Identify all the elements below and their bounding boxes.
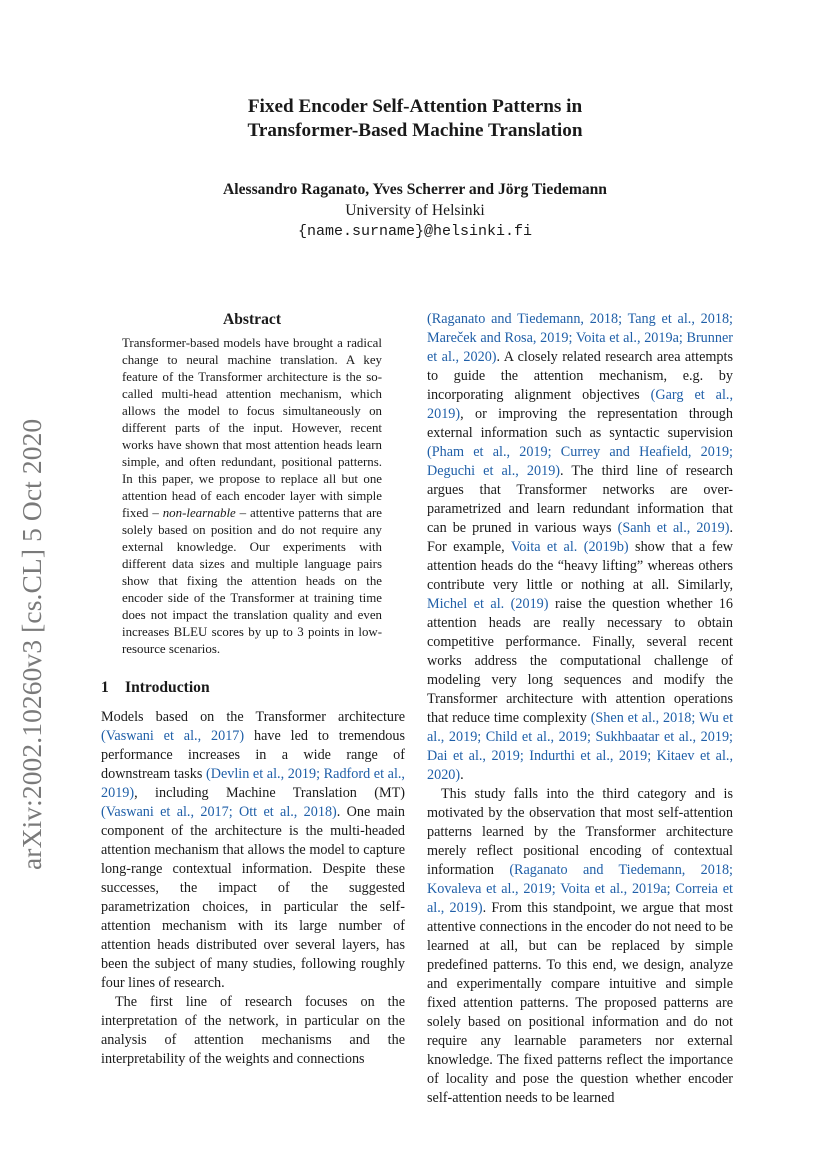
abstract-emphasis: non-learnable xyxy=(162,506,236,520)
author-email: {name.surname}@helsinki.fi xyxy=(297,223,533,240)
citation-link[interactable]: (Garg et al., 2019) xyxy=(427,387,734,422)
paper-title xyxy=(150,95,680,143)
paragraph-text: , including Machine Translation (MT) xyxy=(134,785,405,801)
citation-link[interactable]: (Raganato and Tiedemann, 2018; Kovaleva et al., 2019; Voita et al., 2019a; Correia et al., 2019) xyxy=(427,862,733,916)
paragraph-text: Models based on the Transformer architecture xyxy=(101,709,405,725)
citation-link[interactable]: (Raganato and Tiedemann, 2018; Tang et al., 2018; Mareček and Rosa, 2019; Voita et al., 2019a; Brunner et al., 2020) xyxy=(427,311,733,365)
title-line-1: Fixed Encoder Self-Attention Patterns in xyxy=(247,96,583,117)
paragraph-text: . A closely related research area attempts to guide the attention mechanism, e.g. by incorporating alignment objectives xyxy=(427,349,733,403)
right-column xyxy=(427,310,733,1108)
citation-link[interactable]: (Vaswani et al., 2017) xyxy=(101,728,245,744)
paragraph-text: . One main component of the architecture is the multi-headed attention mechanism that allows the model to capture long-range contextual information. Despite these successes, the impact of the suggested parametrization choices, in particular the self-attention mechanism with its large number of attention heads distributed over several layers, has been the subject of many studies, following roughly four lines of research. xyxy=(101,804,405,991)
paragraph-text: , or improving the representation through external information such as syntactic supervision xyxy=(427,406,733,441)
intro-paragraph-2-continued xyxy=(427,310,733,785)
intro-paragraph-2 xyxy=(101,993,405,1069)
left-column xyxy=(101,708,405,1069)
intro-paragraph-3 xyxy=(427,785,733,1108)
abstract-text-part: Transformer-based models have brought a radical change to neural machine translation. A key feature of the Transformer architecture is the so-called multi-head attention mechanism, which allows the model to focus simultaneously on different parts of the input. However, recent works have shown that most attention heads learn simple, and often redundant, positional patterns. In this paper, we propose to replace all but one attention head of each encoder layer with simple fixed – xyxy=(122,336,382,520)
citation-link[interactable]: (Shen et al., 2018; Wu et al., 2019; Child et al., 2019; Sukhbaatar et al., 2019; Dai et al., 2019; Indurthi et al., 2019; Kitaev et al., 2020) xyxy=(427,710,734,783)
abstract-heading: Abstract xyxy=(222,311,282,328)
citation-link[interactable]: (Vaswani et al., 2017; Ott et al., 2018) xyxy=(101,804,337,820)
section-title: Introduction xyxy=(125,679,210,696)
citation-link[interactable]: Voita et al. (2019b) xyxy=(510,539,629,555)
author-names: Alessandro Raganato, Yves Scherrer and Jörg Tiedemann xyxy=(223,181,607,198)
paragraph-text: have led to tremendous performance increases in a wide range of downstream tasks xyxy=(101,728,406,782)
paragraph-text: The first line of research focuses on the interpretation of the network, in particular on the analysis of attention mechanisms and the interpretability of the weights and connections xyxy=(101,994,405,1067)
citation-link[interactable]: (Pham et al., 2019; Currey and Heafield, 2019; Deguchi et al., 2019) xyxy=(427,444,733,479)
intro-paragraph-1 xyxy=(101,708,405,993)
affiliation: University of Helsinki xyxy=(345,202,485,219)
paragraph-text: . xyxy=(460,767,464,783)
paragraph-text: . For example, xyxy=(427,520,733,555)
abstract-text xyxy=(122,335,382,658)
citation-link[interactable]: Michel et al. (2019) xyxy=(427,596,549,612)
author-block xyxy=(150,179,680,242)
title-line-2: Transformer-Based Machine Translation xyxy=(247,120,583,141)
section-number: 1 xyxy=(101,679,109,696)
paragraph-text: raise the question whether 16 attention heads are really necessary to obtain competitive performance. Finally, several recent works address the computational challenge of modeling very long sequences and modify the Transformer architecture with attention operations that reduce time complexity xyxy=(427,596,733,726)
arxiv-identifier: arXiv:2002.10260v3 [cs.CL] 5 Oct 2020 xyxy=(16,418,47,870)
citation-link[interactable]: (Sanh et al., 2019) xyxy=(617,520,730,536)
paragraph-text: This study falls into the third category and is motivated by the observation that most self-attention patterns learned by the Transformer architecture merely reflect positional encoding of contextual information xyxy=(427,786,733,878)
paragraph-text: show that a few attention heads do the “heavy lifting” whereas others contribute very little or nothing at all. Similarly, xyxy=(427,539,734,593)
section-heading-introduction xyxy=(101,678,405,698)
paragraph-text: . The third line of research argues that Transformer networks are over-parametrized and learn redundant information that can be pruned in various ways xyxy=(427,463,733,536)
abstract-text-part: – attentive patterns that are solely based on position and do not require any external knowledge. Our experiments with different data sizes and multiple language pairs show that fixing the attention heads on the encoder side of the Transformer at training time does not impact the translation quality and even increases BLEU scores by up to 3 points in low-resource scenarios. xyxy=(122,506,382,656)
citation-link[interactable]: (Devlin et al., 2019; Radford et al., 2019) xyxy=(101,766,405,801)
paragraph-text: . From this standpoint, we argue that most attentive connections in the encoder do not need to be learned at all, but can be replaced by simple predefined patterns. To this end, we design, analyze and experimentally compare intuitive and simple fixed attention patterns. The proposed patterns are solely based on positional information and do not require any learnable parameters nor external knowledge. The fixed patterns reflect the importance of locality and pose the question whether encoder self-attention needs to be learned xyxy=(427,900,734,1106)
